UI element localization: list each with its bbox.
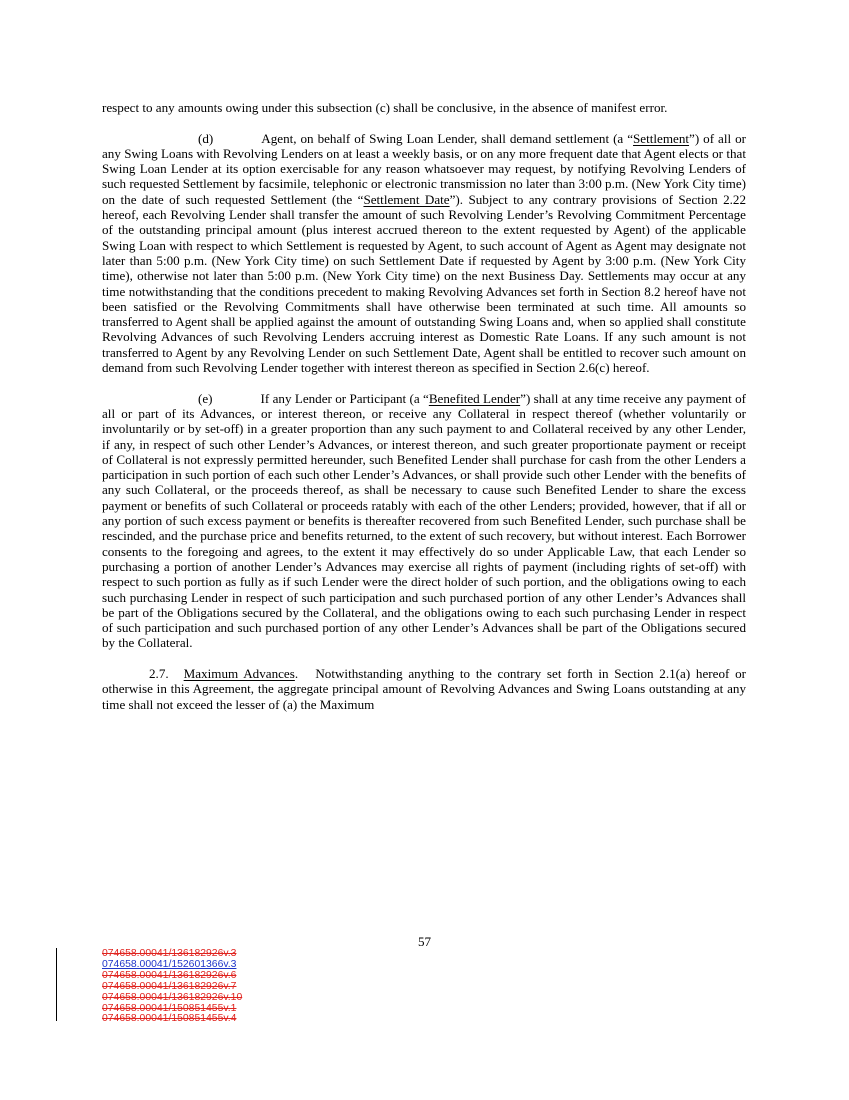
doc-id-deleted: 074658.00041/136182926v.6 xyxy=(102,969,237,981)
doc-id-deleted: 074658.00041/150851455v.1 xyxy=(102,1002,237,1014)
doc-id-deleted: 074658.00041/136182926v.7 xyxy=(102,980,237,992)
paragraph-c-tail-text: respect to any amounts owing under this subsection (c) shall be conclusive, in the absence of manifest error. xyxy=(102,100,668,115)
section-2-7-heading-punct: . xyxy=(294,665,299,681)
defined-term-settlement-date: Settlement Date xyxy=(363,191,450,207)
section-2-7-text: Notwithstanding anything to the contrary set forth in Section 2.1(a) hereof or otherwise in this Agreement, the aggregate principal amount of Revolving Advances and Swing Loans outstanding at any time shall not exceed the lesser of (a) the Maximum xyxy=(102,665,747,712)
doc-id-deleted: 074658.00041/136182926v.3 xyxy=(102,948,237,959)
paragraph-e-text-2: ”) shall at any time receive any payment of all or part of its Advances, or interest thereon, or receive any Collateral in respect thereof (whether voluntarily or involuntarily or by set-off) in a greater proportion than any such payment to and Collateral received by any other Lender, if any, in respect of such other Lender’s Advances, or interest thereon, and such greater proportionate payment or receipt of Collateral is not expressly permitted hereunder, such Benefited Lender shall purchase for cash from the other Lenders a participation in such portion of each such other Lender’s Advances, or shall provide such other Lender with the benefits of any such Collateral, or the proceeds thereof, as shall be necessary to cause such Benefited Lender to share the excess payment or benefits of such Collateral or proceeds ratably with each of the other Lenders; provided, however, that if all or any portion of such excess payment or benefits is thereafter recovered from such Benefited Lender, such purchase shall be rescinded, and the purchase price and benefits returned, to the extent of such recovery, but without interest. Each Borrower consents to the foregoing and agrees, to the extent it may effectively do so under Applicable Law, that each Lender so purchasing a portion of another Lender’s Advances may exercise all rights of payment (including rights of set-off) with respect to such portion as fully as if such Lender were the direct holder of such portion, and the obligations owing to each such purchasing Lender in respect of such participation and such purchased portion of any other Lender’s Advances shall be part of the Obligations secured by the Collateral, and the obligations owing to each such purchasing Lender in respect of such participation and such purchased portion of any other Lender’s Advances shall be part of the Obligations secured by the Collateral. xyxy=(102,390,746,651)
paragraph-d-label: (d) xyxy=(198,130,214,146)
page-number: 57 xyxy=(417,934,432,949)
defined-term-benefited-lender: Benefited Lender xyxy=(428,390,521,406)
section-2-7-heading: Maximum Advances xyxy=(183,665,295,681)
paragraph-c-tail xyxy=(102,100,746,115)
doc-id-inserted: 074658.00041/152601366v.3 xyxy=(102,958,237,970)
paragraph-e-text-1: If any Lender or Participant (a “ xyxy=(260,390,429,406)
paragraph-e-label: (e) xyxy=(198,390,213,406)
doc-id-deleted: 074658.00041/150851455v.4 xyxy=(102,1013,237,1025)
section-2-7 xyxy=(102,666,746,712)
paragraph-d-text-2: ”) of all or any Swing Loans with Revolving Lenders on at least a weekly basis, or on any more frequent date that Agent elects or that Swing Loan Lender at its option exercisable for any reason whatsoever may request, by notifying Revolving Lenders of such requested Settlement by facsimile, telephonic or electronic transmission no later than 3:00 p.m. (New York City time) on the date of such requested Settlement (the “ xyxy=(102,130,746,207)
paragraph-d-text-1: Agent, on behalf of Swing Loan Lender, shall demand settlement (a “ xyxy=(261,130,634,146)
change-bar xyxy=(56,948,57,1021)
paragraph-d-text-3: ”). Subject to any contrary provisions of Section 2.22 hereof, each Revolving Lender shall transfer the amount of such Revolving Lender’s Revolving Commitment Percentage of the outstanding principal amount (plus interest accrued thereon to the extent requested by Agent) of the applicable Swing Loan with respect to which Settlement is requested by Agent, to such account of Agent as Agent may designate not later than 5:00 p.m. (New York City time) on such Settlement Date if requested by Agent by 3:00 p.m. (New York City time), otherwise not later than 5:00 p.m. (New York City time) on the next Business Day. Settlements may occur at any time notwithstanding that the conditions precedent to making Revolving Advances set forth in Section 8.2 hereof have not been satisfied or the Revolving Commitments shall have otherwise been terminated at such time. All amounts so transferred to Agent shall be applied against the amount of outstanding Swing Loans and, when so applied shall constitute Revolving Advances of such Revolving Lenders accruing interest as Domestic Rate Loans. If any such amount is not transferred to Agent by any Revolving Lender on such Settlement Date, Agent shall be entitled to recover such amount on demand from such Revolving Lender together with interest thereon as specified in Section 2.6(c) hereof. xyxy=(102,191,746,376)
defined-term-settlement: Settlement xyxy=(633,130,690,146)
page-body xyxy=(102,100,746,727)
paragraph-e xyxy=(102,391,746,651)
section-2-7-number: 2.7. xyxy=(149,665,169,681)
paragraph-d xyxy=(102,131,746,376)
doc-id-deleted: 074658.00041/136182926v.10 xyxy=(102,991,243,1003)
document-id-list xyxy=(102,949,242,1025)
